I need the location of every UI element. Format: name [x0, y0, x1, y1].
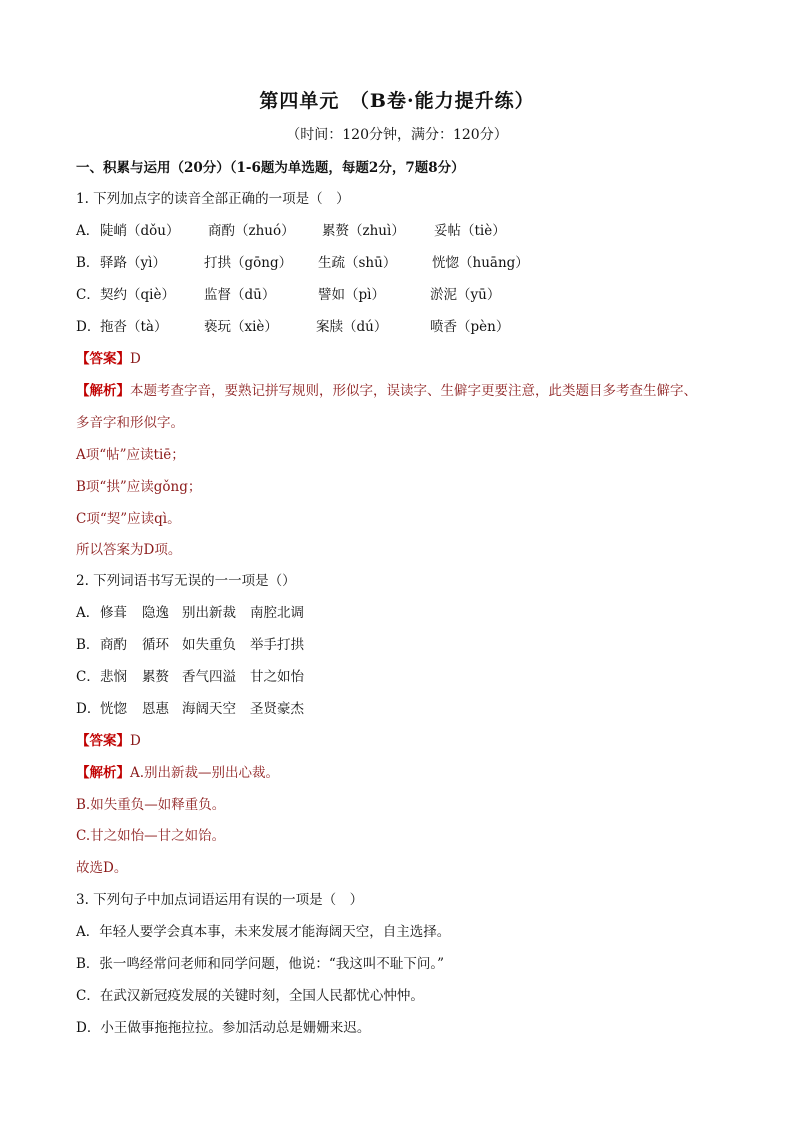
- option-item: 陡峭（dǒu）: [100, 223, 180, 239]
- q1-detail-a: A项“帖”应读tiē；: [76, 447, 185, 463]
- section-heading: 一、积累与运用（20分）（1-6题为单选题，每题2分，7题8分）: [76, 160, 465, 176]
- option-item: 恩惠: [142, 701, 169, 717]
- option-item: 打拱（gōng）: [204, 255, 293, 271]
- answer-tag: 【答案】: [76, 733, 130, 749]
- q3-option-c: C．在武汉新冠疫发展的关键时刻，全国人民都忧心忡忡。: [76, 988, 424, 1004]
- analysis-text: 本题考查字音，要熟记拼写规则，形似字，误读字、生僻字更要注意，此类题目多考查生僻字、: [130, 383, 697, 399]
- analysis-tag: 【解析】: [76, 765, 130, 781]
- option-item: 恍惚: [100, 701, 127, 717]
- option-label: B．: [76, 637, 100, 653]
- option-item: 海阔天空: [182, 701, 236, 717]
- q1-analysis: [76, 381, 697, 401]
- q3-stem: 3. 下列句子中加点词语运用有误的一项是（ ）: [76, 892, 364, 908]
- option-item: 驿路（yì）: [100, 255, 166, 271]
- option-item: 香气四溢: [182, 669, 236, 685]
- analysis-tag: 【解析】: [76, 383, 130, 399]
- option-item: 妥帖（tiè）: [434, 223, 506, 239]
- option-label: C．: [76, 287, 100, 303]
- q1-detail-b: B项“拱”应读gǒng；: [76, 479, 202, 495]
- option-item: 累赘（zhuì）: [322, 223, 405, 239]
- option-item: 亵玩（xiè）: [204, 319, 278, 335]
- answer-value: D: [130, 351, 141, 367]
- q1-detail-c: C项“契”应读qì。: [76, 511, 181, 527]
- option-label: B．: [76, 255, 100, 271]
- option-label: D．: [76, 319, 101, 335]
- option-label: A．: [76, 605, 100, 621]
- answer-value: D: [130, 733, 141, 749]
- option-item: 修葺: [100, 605, 127, 621]
- option-item: 隐逸: [142, 605, 169, 621]
- page-subtitle: （时间：120分钟，满分：120分）: [286, 127, 508, 143]
- option-item: 淤泥（yū）: [430, 287, 501, 303]
- q2-analysis: [76, 763, 279, 783]
- option-item: 喷香（pèn）: [430, 319, 510, 335]
- q1-answer: [76, 349, 141, 369]
- q3-option-a: A．年轻人要学会真本事，未来发展才能海阔天空，自主选择。: [76, 924, 451, 940]
- q2-answer: [76, 731, 141, 751]
- q1-stem: 1. 下列加点字的读音全部正确的一项是（ ）: [76, 191, 350, 207]
- option-item: 别出新裁: [182, 605, 236, 621]
- option-label: C．: [76, 669, 100, 685]
- option-item: 举手打拱: [250, 637, 304, 653]
- option-item: 譬如（pì）: [318, 287, 385, 303]
- option-item: 契约（qiè）: [100, 287, 175, 303]
- q2-detail-c: C.甘之如怡—甘之如饴。: [76, 828, 226, 844]
- option-item: 监督（dū）: [204, 287, 276, 303]
- option-item: 甘之如怡: [250, 669, 304, 685]
- q1-analysis-cont: 多音字和形似字。: [76, 415, 184, 431]
- page-title: 第四单元 （B卷·能力提升练）: [259, 90, 535, 112]
- option-item: 商酌（zhuó）: [208, 223, 295, 239]
- option-item: 悲悯: [100, 669, 127, 685]
- q2-stem: 2. 下列词语书写无误的一一项是（）: [76, 573, 296, 589]
- option-item: 累赘: [142, 669, 169, 685]
- q3-option-b: B．张一鸣经常问老师和同学问题，他说：“我这叫不耻下问。”: [76, 956, 444, 972]
- option-item: 生疏（shū）: [318, 255, 397, 271]
- q3-option-d: D．小王做事拖拖拉拉。参加活动总是姗姗来迟。: [76, 1020, 371, 1036]
- option-item: 恍惚（huāng）: [432, 255, 529, 271]
- option-item: 案牍（dú）: [316, 319, 388, 335]
- option-item: 南腔北调: [250, 605, 304, 621]
- option-item: 循环: [142, 637, 169, 653]
- q2-detail-b: B.如失重负—如释重负。: [76, 797, 226, 813]
- option-item: 拖沓（tà）: [100, 319, 168, 335]
- answer-tag: 【答案】: [76, 351, 130, 367]
- q2-conclusion: 故选D。: [76, 860, 128, 876]
- analysis-text: A.别出新裁—别出心裁。: [130, 765, 280, 781]
- option-label: D．: [76, 701, 101, 717]
- q1-conclusion: 所以答案为D项。: [76, 542, 182, 558]
- option-item: 圣贤豪杰: [250, 701, 304, 717]
- option-item: 如失重负: [182, 637, 236, 653]
- option-item: 商酌: [100, 637, 127, 653]
- option-label: A．: [76, 223, 100, 239]
